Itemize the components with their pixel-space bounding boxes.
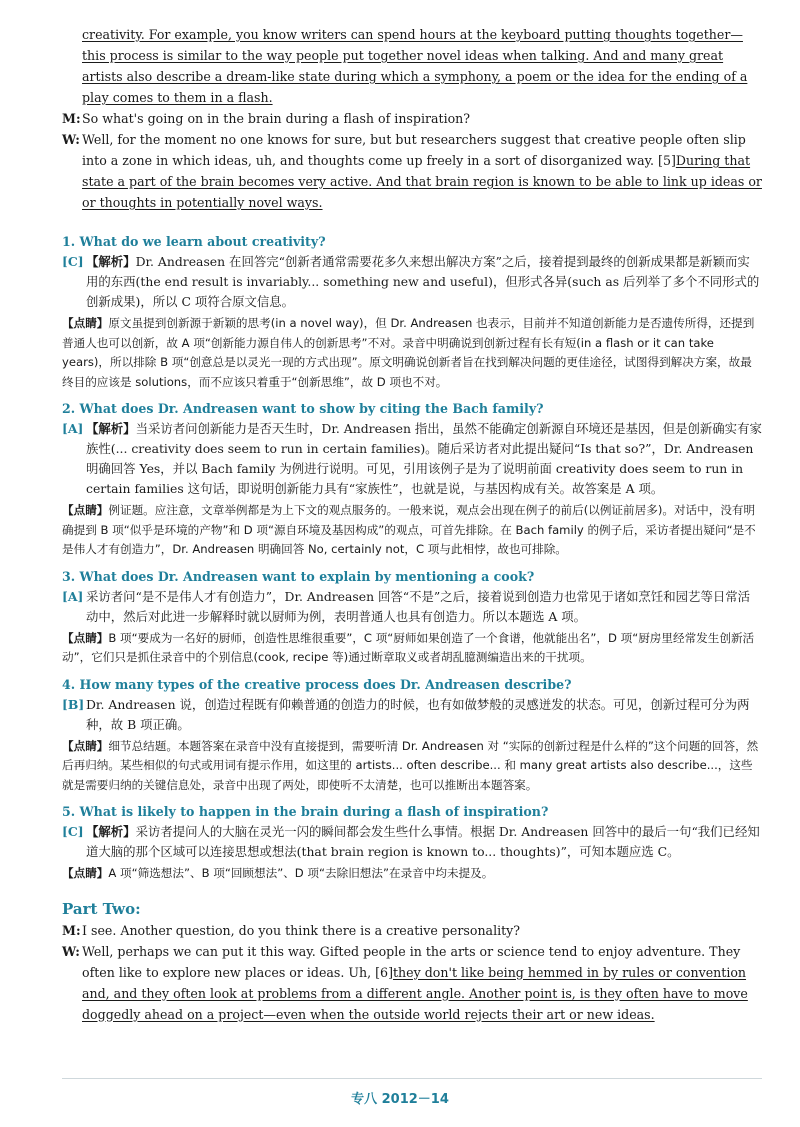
- key-note: [62, 314, 762, 392]
- analysis-text: 采访者问“是不是伟人才有创造力”，Dr. Andreasen 回答“不是”之后，接着说到创造力也常见于诸如烹饪和园艺等日常活动中，然后对此进一步解释时就以厨师为例，表明普通人也具有创造力。所以本题选 A 项。: [86, 588, 751, 624]
- question-block: [62, 674, 762, 796]
- document-page: [62, 24, 762, 1025]
- question-title: 3. What does Dr. Andreasen want to explain by mentioning a cook?: [62, 568, 535, 584]
- underlined-transcript: they don't like being hemmed in by rules or convention and, and they often look at problems from a different angle. Another point is, is they often have to move doggedly ahead on a project—even when the outside world rejects their art or new ideas.: [82, 964, 748, 1022]
- speaker-text: I see. Another question, do you think there is a creative personality?: [82, 922, 521, 938]
- note-text: 原文虽提到创新源于新颖的思考(in a novel way)，但 Dr. Andreasen 也表示，目前并不知道创新能力是否遗传所得，还提到普通人也可以创新，故 A 项“创新能力源自伟人的创新思考”不对。录音中明确说到创新过程有长有短(in a flash or it can take years)，所以排除 B 项“创意总是以灵光一现的方式出现”。原文明确说创新者旨在找到解决问题的更佳途径，试图得到解决方案，故最终目的应该是 solutions，而不应该只着重于“创新思维”，故 D 项也不对。: [62, 316, 755, 389]
- answer-analysis: [62, 695, 762, 735]
- speaker-text: [82, 941, 762, 1025]
- analysis-text: 采访者提问人的大脑在灵光一闪的瞬间都会发生些什么事情。根据 Dr. Andreasen 回答中的最后一句“我们已经知道大脑的那个区域可以连接思想或想法(that brain region is known to... thoughts)”，可知本题应选 C。: [86, 824, 760, 859]
- transcript-text: Well, perhaps we can put it this way. Gifted people in the arts or science tend to enjoy adventure. They often like to explore new places or ideas. Uh, [6]: [82, 943, 741, 980]
- dialogue-continuation: [62, 24, 762, 108]
- dialogue-turn-man: [62, 920, 762, 941]
- section-heading: Part Two:: [62, 899, 141, 918]
- key-note: [62, 629, 762, 668]
- question-title: 4. How many types of the creative process does Dr. Andreasen describe?: [62, 676, 572, 692]
- answer-letter: [B]: [62, 696, 85, 712]
- transcript-text: Well, for the moment no one knows for sure, but but researchers suggest that creative people often slip into a zone in which ideas, uh, and thoughts come up freely in a sort of disorganized way. [5]: [82, 132, 746, 168]
- question-block: [62, 231, 762, 392]
- dialogue-turn-man: [62, 108, 762, 129]
- answer-letter: [A]: [62, 421, 84, 436]
- question-title: 1. What do we learn about creativity?: [62, 234, 326, 249]
- analysis-tag: 【解析】: [86, 421, 136, 436]
- speaker-label: W:: [62, 132, 80, 147]
- answer-analysis: [62, 587, 762, 627]
- note-tag: 【点睛】: [62, 503, 109, 517]
- analysis-text: Dr. Andreasen 在回答完“创新者通常需要花多久来想出解决方案”之后，接着提到最终的创新成果都是新颖而实用的东西(the end result is invariably... something new and useful)，但形式各异(such as 后列举了多个不同形式的创新成果)，所以 C 项符合原文信息。: [86, 254, 760, 309]
- note-text: A 项“筛选想法”、B 项“回顾想法”、D 项“去除旧想法”在录音中均未提及。: [108, 866, 494, 880]
- analysis-text: 当采访者问创新能力是否天生时，Dr. Andreasen 指出，虽然不能确定创新源自环境还是基因，但是创新确实有家族性(... creativity does seem to run in certain families)。随后采访者对此提出疑问“Is that so?”，Dr. Andreasen 明确回答 Yes，并以 Bach family 为例进行说明。可见，引用该例子是为了说明前面 creativity does seem to run in certain families 这句话，即说明创新能力具有“家族性”，也就是说，与基因构成有关。故答案是 A 项。: [86, 421, 762, 496]
- question-block: [62, 398, 762, 560]
- analysis-text: Dr. Andreasen 说，创造过程既有仰赖普通的创造力的时候，也有如做梦般的灵感迸发的状态。可见，创新过程可分为两种，故 B 项正确。: [86, 696, 750, 732]
- analysis-tag: 【解析】: [86, 824, 136, 839]
- note-tag: 【点睛】: [62, 866, 109, 880]
- question-title: 5. What is likely to happen in the brain during a flash of inspiration?: [62, 804, 549, 819]
- dialogue-turn-woman: [62, 941, 762, 1025]
- speaker-text: So what's going on in the brain during a flash of inspiration?: [82, 111, 471, 126]
- note-tag: 【点睛】: [62, 738, 109, 753]
- key-note: [62, 864, 762, 884]
- answer-letter: [A]: [62, 588, 84, 604]
- analysis-tag: 【解析】: [86, 254, 136, 269]
- note-text: 细节总结题。本题答案在录音中没有直接提到，需要听清 Dr. Andreasen 对 “实际的创新过程是什么样的”这个问题的回答，然后再归纳。某些相似的句式或用词有提示作用，如这里的 artists... often describe... 和 many great artists also describe...，这些就是需要归纳的关键信息处，录音中出现了两处，即使听不太清楚，也可以推断出本题答案。: [62, 738, 759, 792]
- answer-analysis: [62, 252, 762, 312]
- footer-divider: [62, 1078, 762, 1079]
- note-tag: 【点睛】: [62, 630, 109, 645]
- question-block: [62, 801, 762, 884]
- answer-letter: [C]: [62, 824, 84, 839]
- answer-analysis: [62, 822, 762, 862]
- speaker-label: M:: [62, 111, 81, 126]
- speaker-text: [82, 129, 762, 213]
- answer-letter: [C]: [62, 254, 84, 269]
- speaker-label: W:: [62, 943, 80, 959]
- speaker-label: M:: [62, 922, 81, 938]
- underlined-transcript: During that state a part of the brain becomes very active. And that brain region is known to be able to link up ideas or or thoughts in potentially novel ways.: [82, 153, 762, 210]
- underlined-transcript: creativity. For example, you know writers can spend hours at the keyboard putting thoughts together—this process is similar to the way people put together novel ideas when talking. And and many great artists also describe a dream-like state during which a symphony, a poem or the idea for the ending of a play comes to them in a flash.: [82, 27, 748, 105]
- key-note: [62, 501, 762, 560]
- note-text: 例证题。应注意，文章举例都是为上下文的观点服务的。一般来说，观点会出现在例子的前后(以例证前居多)。对话中，没有明确提到 B 项“似乎是环境的产物”和 D 项“源自环境及基因构成”的观点，可首先排除。在 Bach family 的例子后，采访者提出疑问“是不是伟人才有创造力”，Dr. Andreasen 明确回答 No, certainly not，C 项与此相悖，故也可排除。: [62, 503, 756, 556]
- question-title: 2. What does Dr. Andreasen want to show by citing the Bach family?: [62, 401, 544, 416]
- answer-analysis: [62, 419, 762, 499]
- question-block: [62, 566, 762, 668]
- key-note: [62, 737, 762, 796]
- note-tag: 【点睛】: [62, 316, 109, 330]
- page-footer: 专八 2012－14: [351, 1092, 449, 1107]
- dialogue-turn-woman: [62, 129, 762, 213]
- note-text: B 项“要成为一名好的厨师，创造性思维很重要”，C 项“厨师如果创造了一个食谱，他就能出名”，D 项“厨房里经常发生创新活动”，它们只是抓住录音中的个别信息(cook, recipe 等)通过断章取义或者胡乱臆测编造出来的干扰项。: [62, 630, 755, 664]
